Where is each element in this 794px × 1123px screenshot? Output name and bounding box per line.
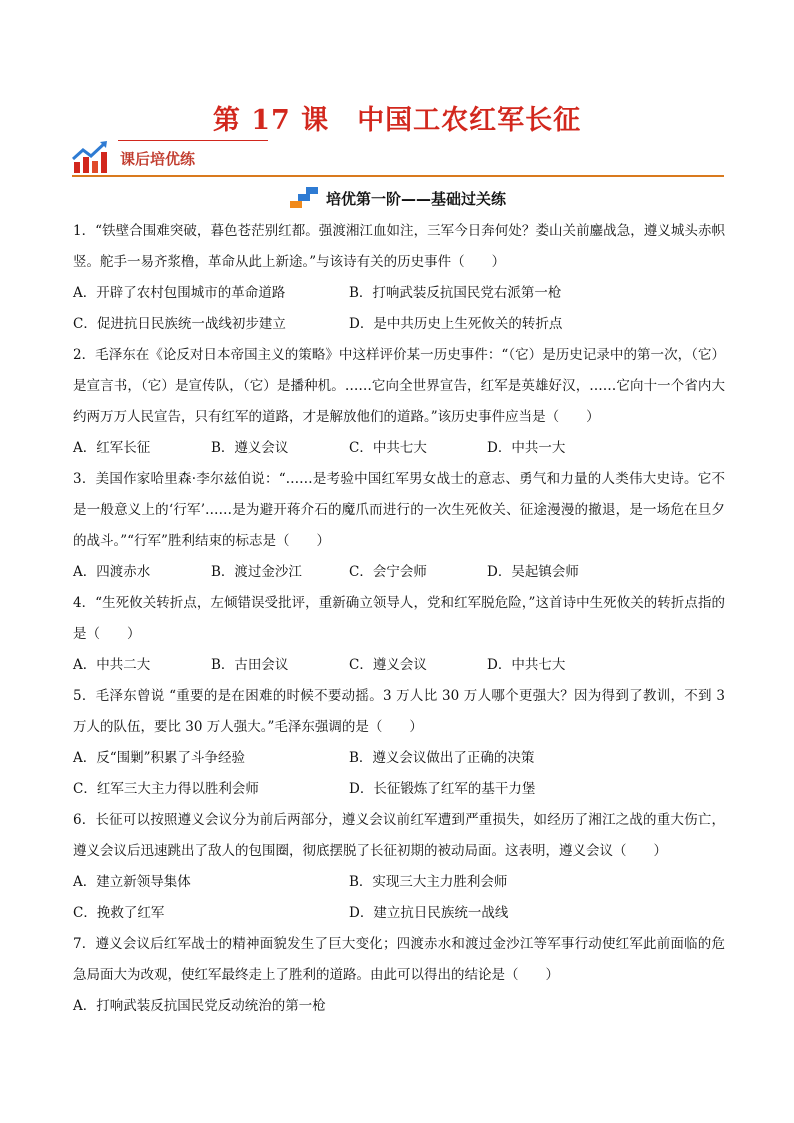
option-a: A．四渡赤水 <box>73 564 151 580</box>
title-lesson: 第 17 课 <box>212 105 330 136</box>
option-group <box>73 650 725 681</box>
option-group <box>73 433 725 464</box>
question-7 <box>73 929 725 1022</box>
question-stem: 2．毛泽东在《论反对日本帝国主义的策略》中这样评价某一历史事件：“（它）是历史记录中的第一次，（它）是宣言书，（它）是宣传队，（它）是播种机。……它向全世界宣告，红军是英雄好汉，……它向十一个省内大约两万万人民宣告，只有红军的道路，才是解放他们的道路。”该历史事件应当是（ ） <box>73 347 725 425</box>
tier-heading <box>0 186 794 212</box>
option-d: D．是中共历史上生死攸关的转折点 <box>349 316 563 332</box>
title-topic: 中国工农红军长征 <box>357 105 582 136</box>
question-1 <box>73 216 725 340</box>
option-b: B．遵义会议做出了正确的决策 <box>349 750 535 766</box>
option-a: A．打响武装反抗国民党反动统治的第一枪 <box>73 998 326 1014</box>
option-a: A．中共二大 <box>73 657 151 673</box>
section-rule <box>72 175 724 177</box>
question-stem: 7．遵义会议后红军战士的精神面貌发生了巨大变化；四渡赤水和渡过金沙江等军事行动使红军此前面临的危急局面大为改观，使红军最终走上了胜利的道路。由此可以得出的结论是（ ） <box>73 936 725 983</box>
option-c: C．红军三大主力得以胜利会师 <box>73 781 259 797</box>
option-group <box>73 867 725 929</box>
option-d: D．中共一大 <box>487 440 566 456</box>
section-label: 课后培优练 <box>120 150 196 168</box>
option-a: A．开辟了农村包围城市的革命道路 <box>73 285 286 301</box>
question-stem: 4．“生死攸关转折点，左倾错误受批评，重新确立领导人，党和红军脱危险，”这首诗中生死攸关的转折点指的是（ ） <box>73 595 725 642</box>
option-d: D．中共七大 <box>487 657 566 673</box>
option-c: C．挽救了红军 <box>73 905 165 921</box>
question-stem: 6．长征可以按照遵义会议分为前后两部分，遵义会议前红军遭到严重损失，如经历了湘江之战的重大伤亡，遵义会议后迅速跳出了敌人的包围圈，彻底摆脱了长征初期的被动局面。这表明，遵义会议（ ） <box>73 812 725 859</box>
growth-chart-icon <box>72 140 108 174</box>
section-header <box>72 136 724 180</box>
option-a: A．红军长征 <box>73 440 151 456</box>
option-a: A．建立新领导集体 <box>73 874 191 890</box>
question-stem: 1．“铁壁合围难突破，暮色苍茫别红都。强渡湘江血如注，三军今日奔何处？娄山关前鏖战急，遵义城头赤帜竖。舵手一易齐浆橹，革命从此上新途。”与该诗有关的历史事件（ ） <box>73 223 725 270</box>
option-d: D．建立抗日民族统一战线 <box>349 905 509 921</box>
option-group <box>73 991 725 1022</box>
option-b: B．遵义会议 <box>211 440 289 456</box>
option-c: C．促进抗日民族统一战线初步建立 <box>73 316 286 332</box>
option-d: D．长征锻炼了红军的基干力堡 <box>349 781 536 797</box>
option-c: C．遵义会议 <box>349 657 427 673</box>
stairs-icon <box>288 186 320 210</box>
option-b: B．古田会议 <box>211 657 289 673</box>
question-stem: 5．毛泽东曾说 “重要的是在困难的时候不要动摇。3 万人比 30 万人哪个更强大？因为得到了教训，不到 3 万人的队伍，要比 30 万人强大。”毛泽东强调的是（ ） <box>73 688 725 735</box>
option-b: B．实现三大主力胜利会师 <box>349 874 508 890</box>
question-4 <box>73 588 725 681</box>
question-5 <box>73 681 725 805</box>
question-2 <box>73 340 725 464</box>
option-a: A．反“围剿”积累了斗争经验 <box>73 750 246 766</box>
option-group <box>73 557 725 588</box>
option-c: C．中共七大 <box>349 440 427 456</box>
option-d: D．吴起镇会师 <box>487 564 579 580</box>
question-stem: 3．美国作家哈里森·李尔兹伯说：“……是考验中国红军男女战士的意志、勇气和力量的人类伟大史诗。它不是一般意义上的‘行军’……是为避开蒋介石的魔爪而进行的一次生死攸关、征途漫漫的撤退，是一场危在旦夕的战斗。”“行军”胜利结束的标志是（ ） <box>73 471 725 549</box>
option-b: B．渡过金沙江 <box>211 564 302 580</box>
question-6 <box>73 805 725 929</box>
option-group <box>73 743 725 805</box>
option-c: C．会宁会师 <box>349 564 427 580</box>
section-top-rule <box>118 140 268 141</box>
option-b: B．打响武装反抗国民党右派第一枪 <box>349 285 562 301</box>
option-group <box>73 278 725 340</box>
question-3 <box>73 464 725 588</box>
question-list <box>73 216 725 1022</box>
page-title <box>0 98 794 137</box>
tier-title: 培优第一阶——基础过关练 <box>325 189 506 208</box>
